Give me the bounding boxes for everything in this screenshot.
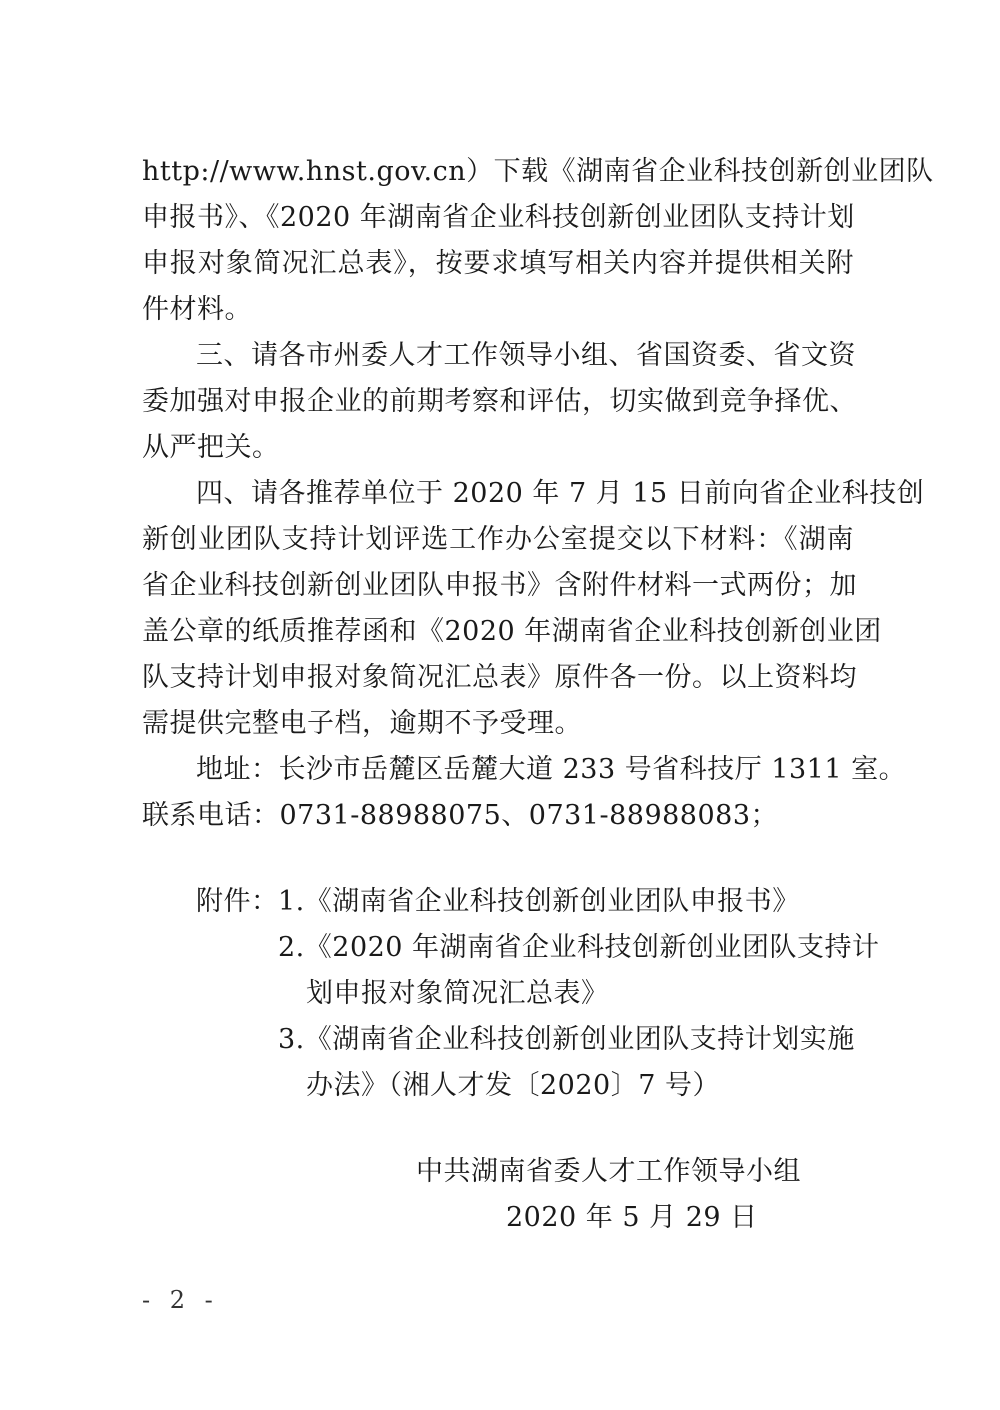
address: 地址：长沙市岳麓区岳麓大道 233 号省科技厅 1311 室。 [196, 754, 907, 785]
paragraph-3-line-1: 四、请各推荐单位于 2020 年 7 月 15 日前向省企业科技创 [196, 478, 925, 509]
paragraph-1-line-3: 申报对象简况汇总表》，按要求填写相关内容并提供相关附 [142, 248, 854, 279]
paragraph-3-line-3: 省企业科技创新创业团队申报书》含附件材料一式两份；加 [142, 570, 857, 601]
attachment-2-line-2: 划申报对象简况汇总表》 [306, 978, 609, 1009]
paragraph-1-line-4: 件材料。 [142, 294, 252, 325]
attachment-2-line-1: 2.《2020 年湖南省企业科技创新创业团队支持计 [278, 932, 880, 963]
attachment-3-line-2: 办法》（湘人才发〔2020〕7 号） [306, 1070, 720, 1101]
paragraph-3-line-4: 盖公章的纸质推荐函和《2020 年湖南省企业科技创新创业团 [142, 616, 882, 647]
paragraph-3-line-2: 新创业团队支持计划评选工作办公室提交以下材料：《湖南 [142, 524, 854, 555]
paragraph-1-line-1: http://www.hnst.gov.cn）下载《湖南省企业科技创新创业团队 [142, 156, 934, 187]
page-number: - 2 - [142, 1286, 219, 1314]
phone: 联系电话：0731-88988075、0731-88988083； [142, 800, 779, 831]
attachment-3-line-1: 3.《湖南省企业科技创新创业团队支持计划实施 [278, 1024, 855, 1055]
paragraph-1-line-2: 申报书》、《2020 年湖南省企业科技创新创业团队支持计划 [142, 202, 855, 233]
paragraph-3-line-6: 需提供完整电子档，逾期不予受理。 [142, 708, 582, 739]
paragraph-3-line-5: 队支持计划申报对象简况汇总表》原件各一份。以上资料均 [142, 662, 857, 693]
paragraph-2-line-3: 从严把关。 [142, 432, 280, 463]
signature-org: 中共湖南省委人才工作领导小组 [416, 1156, 801, 1187]
attachment-1: 1.《湖南省企业科技创新创业团队申报书》 [278, 886, 800, 917]
paragraph-2-line-2: 委加强对申报企业的前期考察和评估，切实做到竞争择优、 [142, 386, 857, 417]
attachments-label: 附件： [196, 886, 279, 917]
paragraph-2-line-1: 三、请各市州委人才工作领导小组、省国资委、省文资 [196, 340, 856, 371]
signature-date: 2020 年 5 月 29 日 [506, 1202, 758, 1233]
